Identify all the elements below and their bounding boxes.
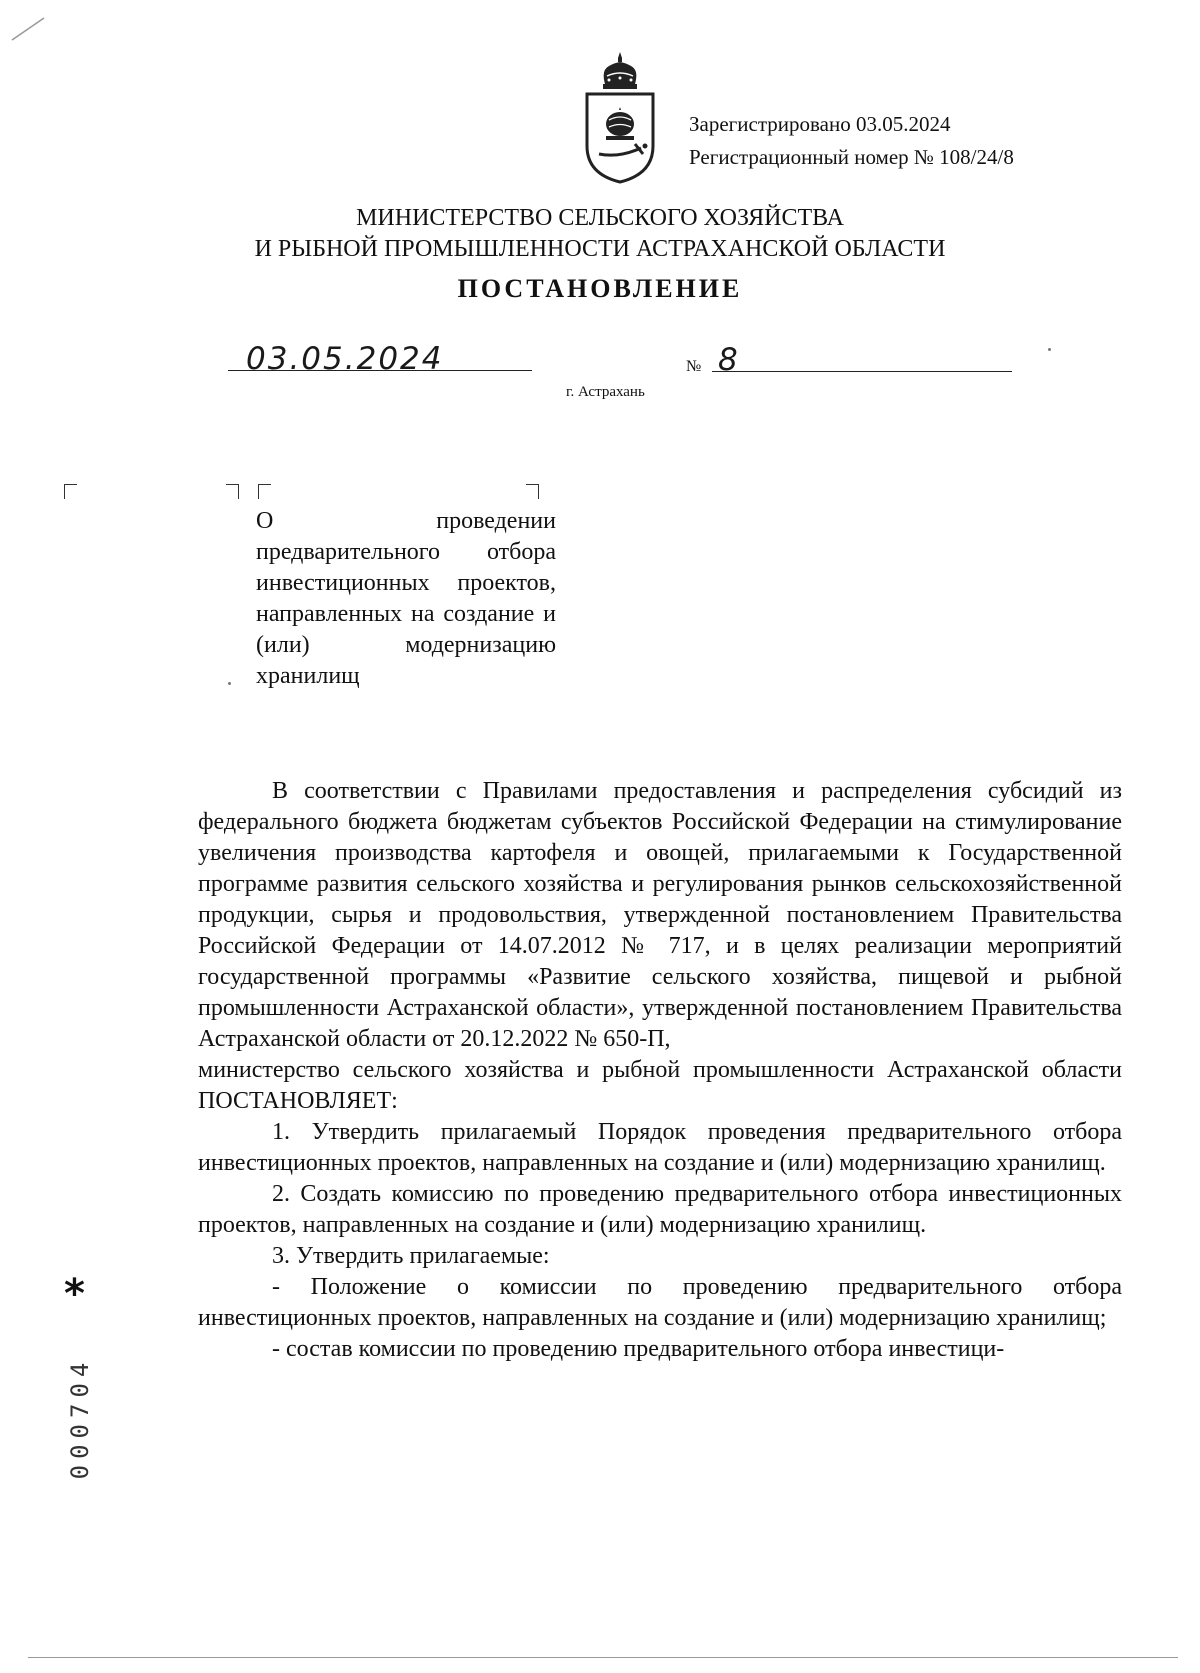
scan-speck xyxy=(228,682,231,685)
item-3-b: - состав комиссии по проведению предварительного отбора инвестици- xyxy=(272,1336,1005,1362)
number-label: № xyxy=(686,358,702,375)
coat-of-arms-emblem xyxy=(581,50,659,184)
scan-mark xyxy=(10,14,50,44)
document-number: 8 xyxy=(718,342,738,378)
subject-corner-right xyxy=(526,484,539,499)
document-type: ПОСТАНОВЛЕНИЕ xyxy=(457,274,743,303)
document-body xyxy=(198,776,1122,1365)
number-underline xyxy=(712,371,1012,372)
left-corner-mark xyxy=(64,484,77,499)
ministry-line-2: И РЫБНОЙ ПРОМЫШЛЕННОСТИ АСТРАХАНСКОЙ ОБЛАСТИ xyxy=(254,236,946,262)
ministry-name xyxy=(0,203,1200,265)
registration-date: Зарегистрировано 03.05.2024 xyxy=(689,112,951,136)
stamp-serial-number: 000704 xyxy=(66,1356,94,1480)
registration-stamp xyxy=(689,108,1014,174)
date-underline xyxy=(228,370,532,371)
ministry-line-1: МИНИСТЕРСТВО СЕЛЬСКОГО ХОЗЯЙСТВА xyxy=(356,205,844,231)
stamp-star: * xyxy=(64,1271,85,1317)
item-2: 2. Создать комиссию по проведению предварительного отбора инвестиционных проектов, направленных на создание и (или) модернизацию хранилищ. xyxy=(198,1181,1122,1238)
item-1: 1. Утвердить прилагаемый Порядок проведения предварительного отбора инвестиционных проектов, направленных на создание и (или) модернизацию хранилищ. xyxy=(198,1119,1122,1176)
subject-corner-left xyxy=(258,484,271,499)
scan-speck xyxy=(1048,348,1051,351)
city: г. Астрахань xyxy=(566,384,645,400)
right-corner-mark xyxy=(226,484,239,499)
document-date: 03.05.2024 xyxy=(246,341,444,377)
preamble-paragraph: В соответствии с Правилами предоставления и распределения субсидий из федерального бюджета бюджетам субъектов Российской Федерации на стимулирование увеличения производства картофеля и овощей, прилагаемыми к Государственной программе развития сельского хозяйства и регулирования рынков сельскохозяйственной продукции, сырья и продовольствия, утвержденной постановлением Правительства Российской Федерации от 14.07.2012 № 717, и в целях реализации мероприятий государственной программы «Развитие сельского хозяйства, пищевой и рыбной промышленности Астраханской области», утвержденной постановлением Правительства Астраханской области от 20.12.2022 № 650-П, xyxy=(198,778,1122,1052)
item-3: 3. Утвердить прилагаемые: xyxy=(272,1243,550,1269)
document-subject: О проведении предварительного отбора инвестиционных проектов, направленных на создание и (или) модернизацию хранилищ xyxy=(256,508,556,689)
bottom-scan-edge xyxy=(28,1657,1178,1658)
registration-number: Регистрационный номер № 108/24/8 xyxy=(689,145,1014,169)
decree-paragraph: министерство сельского хозяйства и рыбной промышленности Астраханской области ПОСТАНОВЛЯЕТ: xyxy=(198,1057,1122,1114)
item-3-a: - Положение о комиссии по проведению предварительного отбора инвестиционных проектов, направленных на создание и (или) модернизацию хранилищ; xyxy=(198,1274,1122,1331)
